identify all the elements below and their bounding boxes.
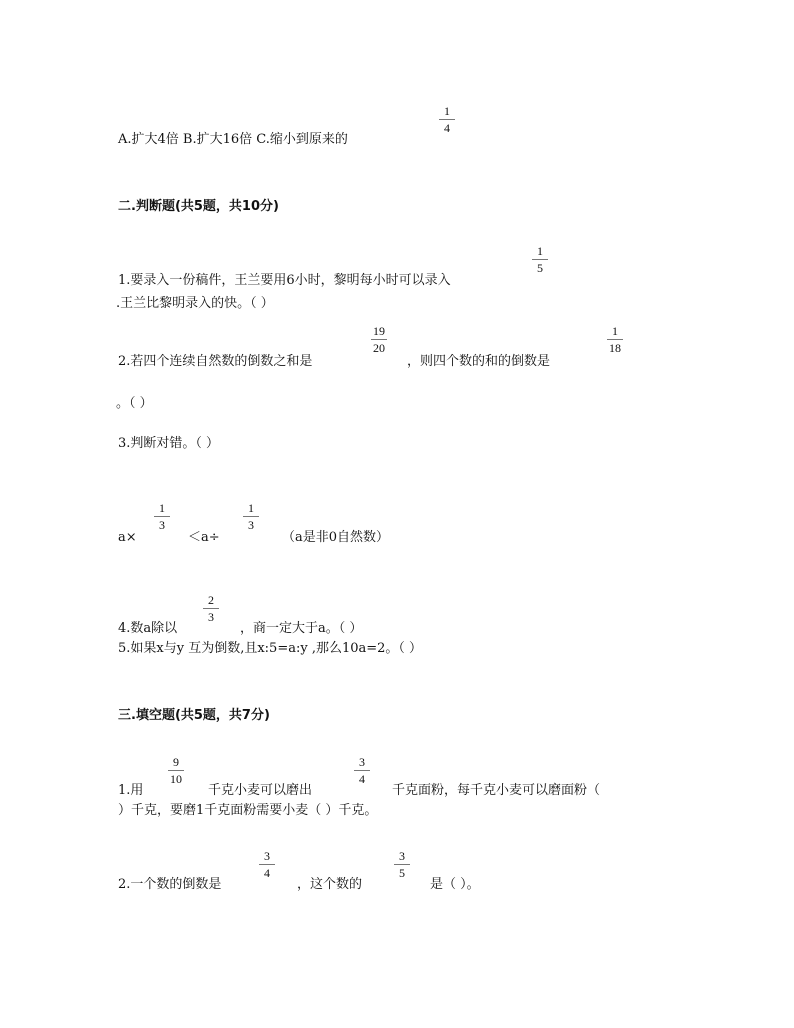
fraction-denominator: 3 (208, 610, 214, 624)
judge-q2-line2: 。（ ） (116, 396, 153, 411)
section-heading-judgement: 二.判断题(共5题，共10分) (118, 199, 279, 214)
fraction-bar (154, 516, 170, 517)
fraction-denominator: 3 (159, 518, 165, 532)
fraction-three-quarters (347, 755, 377, 786)
fraction-numerator: 1 (444, 104, 450, 118)
fraction-numerator: 3 (264, 849, 270, 863)
fraction-denominator: 5 (537, 261, 543, 275)
fraction-numerator: 9 (173, 755, 179, 769)
fraction-numerator: 1 (612, 324, 618, 338)
judge-q3-a-times: a× (118, 530, 137, 545)
fraction-bar (439, 119, 455, 120)
judge-q3-lt-div: ＜a÷ (188, 530, 220, 545)
fraction-denominator: 5 (399, 866, 405, 880)
fraction-two-thirds (196, 593, 226, 624)
judge-q5: 5.如果x与y 互为倒数,且x:5=a:y ,那么10a=2。（ ） (118, 641, 423, 656)
fraction-three-fifths (387, 849, 417, 880)
fraction-numerator: 2 (208, 593, 214, 607)
fraction-denominator: 4 (359, 772, 365, 786)
fraction-bar (371, 339, 387, 340)
fraction-three-quarters (252, 849, 282, 880)
fraction-bar (394, 864, 410, 865)
fill-q1-part2: 千克小麦可以磨出 (208, 783, 313, 798)
fraction-denominator: 3 (248, 518, 254, 532)
fraction-numerator: 1 (248, 501, 254, 515)
judge-q1-line2: .王兰比黎明录入的快。（ ） (116, 296, 274, 311)
fraction-denominator: 4 (444, 121, 450, 135)
fraction-one-eighteenth (600, 324, 630, 355)
fraction-denominator: 10 (170, 772, 182, 786)
fraction-bar (532, 259, 548, 260)
fill-q2-part3: 是（ ）。 (430, 877, 480, 892)
judge-q1-line1: 1.要录入一份稿件，王兰要用6小时，黎明每小时可以录入 (118, 273, 451, 288)
fill-q2-part2: ，这个数的 (297, 877, 363, 892)
fraction-nine-tenths (161, 755, 191, 786)
fraction-bar (354, 770, 370, 771)
section-heading-fill-blank: 三.填空题(共5题，共7分) (118, 708, 270, 723)
fraction-numerator: 19 (373, 324, 385, 338)
fraction-one-quarter (432, 104, 462, 135)
judge-q2-part1: 2.若四个连续自然数的倒数之和是 (118, 354, 313, 369)
choice-options: A.扩大4倍 B.扩大16倍 C.缩小到原来的 (118, 132, 348, 147)
judge-q2-part2: ，则四个数的和的倒数是 (407, 354, 551, 369)
fraction-numerator: 1 (537, 244, 543, 258)
fill-q1-part3: 千克面粉，每千克小麦可以磨面粉（ (392, 783, 601, 798)
fill-q1-line2: ）千克，要磨1千克面粉需要小麦（ ）千克。 (118, 803, 378, 818)
fill-q2-part1: 2.一个数的倒数是 (118, 877, 222, 892)
judge-q4-part1: 4.数a除以 (118, 621, 178, 636)
fraction-nineteen-twentieths (364, 324, 394, 355)
fraction-bar (203, 608, 219, 609)
judge-q3-note: （a是非0自然数） (282, 530, 390, 545)
fraction-one-third (236, 501, 266, 532)
judge-q4-part2: ，商一定大于a。（ ） (240, 621, 363, 636)
fill-q1-part1: 1.用 (118, 783, 144, 798)
fraction-bar (168, 770, 184, 771)
judge-q3-line1: 3.判断对错。（ ） (118, 436, 220, 451)
fraction-numerator: 3 (399, 849, 405, 863)
fraction-bar (607, 339, 623, 340)
fraction-bar (259, 864, 275, 865)
fraction-one-third (147, 501, 177, 532)
fraction-denominator: 18 (609, 341, 621, 355)
fraction-bar (243, 516, 259, 517)
fraction-numerator: 3 (359, 755, 365, 769)
fraction-numerator: 1 (159, 501, 165, 515)
fraction-denominator: 20 (373, 341, 385, 355)
fraction-denominator: 4 (264, 866, 270, 880)
fraction-one-fifth (525, 244, 555, 275)
